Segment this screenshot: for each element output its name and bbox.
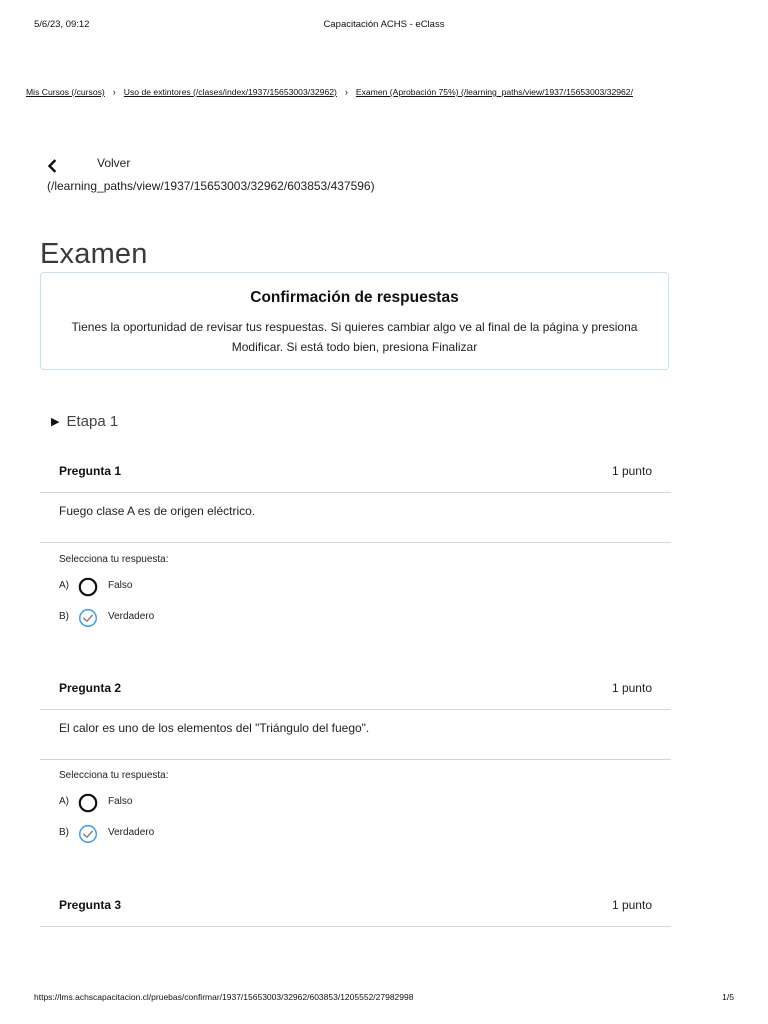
breadcrumb-link-mis-cursos[interactable]: Mis Cursos (/cursos) [26, 87, 105, 97]
breadcrumb-separator: › [112, 87, 116, 97]
question-text: El calor es uno de los elementos del "Triángulo del fuego". [59, 721, 370, 735]
option-label: Falso [108, 580, 133, 591]
back-label[interactable]: Volver [97, 156, 131, 170]
question-points: 1 punto [611, 464, 652, 478]
question-header [40, 454, 671, 493]
triangle-right-icon: ▶ [51, 416, 60, 428]
radio-empty-icon[interactable] [78, 577, 98, 597]
breadcrumb-link-uso-de-extintores[interactable]: Uso de extintores (/clases/index/1937/15653003/32962) [123, 87, 337, 97]
confirmation-title: Confirmación de respuestas [250, 289, 459, 306]
print-header [34, 19, 734, 33]
option-label: Verdadero [108, 611, 155, 622]
chevron-left-icon [46, 159, 58, 173]
print-url: https://lms.achscapacitacion.cl/pruebas/confirmar/1937/15653003/32962/603853/1205552/27982998 [34, 992, 414, 1002]
question-points: 1 punto [611, 898, 652, 912]
back-path[interactable]: (/learning_paths/view/1937/15653003/32962/603853/437596) [47, 179, 375, 193]
option-letter: B) [59, 611, 69, 622]
print-date: 5/6/23, 09:12 [34, 19, 90, 30]
print-page-number: 1/5 [722, 992, 734, 1002]
option-letter: A) [59, 796, 69, 807]
check-circle-icon[interactable] [78, 608, 98, 628]
option-label: Verdadero [108, 827, 155, 838]
breadcrumb-link-examen[interactable]: Examen (Aprobación 75%) (/learning_paths/view/1937/15653003/32962/ [355, 87, 633, 97]
question-text-block [40, 709, 671, 760]
option-letter: A) [59, 580, 69, 591]
check-circle-icon[interactable] [78, 824, 98, 844]
question-header [40, 671, 671, 710]
answer-prompt: Selecciona tu respuesta: [59, 770, 169, 781]
breadcrumb [26, 87, 768, 97]
breadcrumb-separator: › [344, 87, 348, 97]
question-text: Fuego clase A es de origen eléctrico. [59, 504, 256, 518]
question-title: Pregunta 1 [59, 464, 122, 478]
option-letter: B) [59, 827, 69, 838]
confirmation-notice [40, 272, 669, 370]
question-title: Pregunta 3 [59, 898, 122, 912]
radio-empty-icon[interactable] [78, 793, 98, 813]
page-title: Examen [40, 238, 148, 270]
option-label: Falso [108, 796, 133, 807]
question-text-block [40, 492, 671, 543]
print-page-title: Capacitación ACHS - eClass [323, 19, 445, 30]
question-points: 1 punto [611, 681, 652, 695]
question-header [40, 888, 671, 927]
confirmation-body: Tienes la oportunidad de revisar tus respuestas. Si quieres cambiar algo ve al final de la página y presiona Modificar. Si está todo bien, presiona Finalizar [71, 320, 638, 354]
answer-prompt: Selecciona tu respuesta: [59, 554, 169, 565]
stage-toggle[interactable] [51, 413, 118, 430]
stage-label: Etapa 1 [66, 413, 119, 430]
question-title: Pregunta 2 [59, 681, 122, 695]
